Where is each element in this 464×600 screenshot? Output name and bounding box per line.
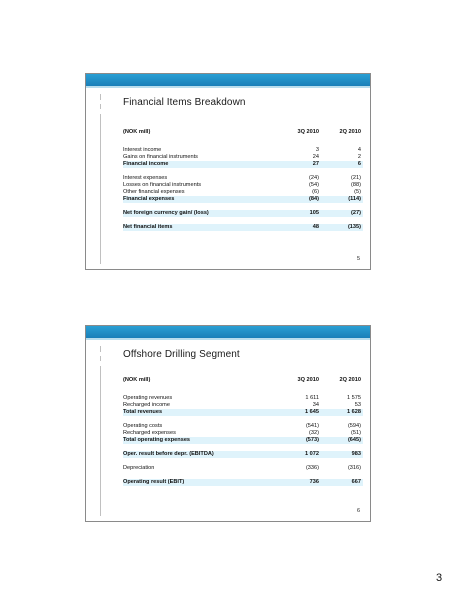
offshore-drilling-table <box>123 377 363 486</box>
table-header: (NOK mill) 3Q 2010 2Q 2010 <box>123 129 361 135</box>
table-row: Depreciation (336) (316) <box>123 465 361 471</box>
table-row-total: Oper. result before depr. (EBITDA) 1 072 983 <box>123 451 361 457</box>
decor-line <box>100 94 101 100</box>
table-row: Recharged income 34 53 <box>123 402 361 408</box>
slide-offshore-drilling <box>85 325 371 522</box>
table-row-total: Operating result (EBIT) 736 667 <box>123 479 361 485</box>
slide-header-bar <box>86 74 370 86</box>
decor-line <box>100 366 101 516</box>
slide-number: 6 <box>356 508 360 514</box>
decor-line <box>100 114 101 264</box>
slide-title: Financial Items Breakdown <box>123 97 246 108</box>
slide-financial-items <box>85 73 371 270</box>
table-row: Other financial expenses (6) (5) <box>123 189 361 195</box>
financial-items-table <box>123 129 363 231</box>
table-header: (NOK mill) 3Q 2010 2Q 2010 <box>123 377 361 383</box>
table-row: Interest expenses (24) (21) <box>123 175 361 181</box>
table-row-total: Financial expenses (84) (114) <box>123 196 361 202</box>
table-row-total: Total operating expenses (573) (645) <box>123 437 361 443</box>
page-number: 3 <box>436 572 443 584</box>
table-row: Gains on financial instruments 24 2 <box>123 154 361 160</box>
slide-header-bar <box>86 326 370 338</box>
slide-title: Offshore Drilling Segment <box>123 349 240 360</box>
decor-line <box>100 346 101 352</box>
table-row: Interest income 3 4 <box>123 147 361 153</box>
table-row-total: Net financial items 48 (135) <box>123 224 361 230</box>
table-row-total: Total revenues 1 645 1 628 <box>123 409 361 415</box>
table-row: Operating revenues 1 611 1 575 <box>123 395 361 401</box>
decor-line <box>100 356 101 361</box>
table-row-total: Net foreign currency gain/ (loss) 105 (27) <box>123 210 361 216</box>
slide-number: 5 <box>356 256 360 262</box>
table-row-total: Financial income 27 6 <box>123 161 361 167</box>
table-row: Losses on financial instruments (54) (88) <box>123 182 361 188</box>
decor-line <box>100 104 101 109</box>
table-row: Operating costs (541) (594) <box>123 423 361 429</box>
table-row: Recharged expenses (32) (51) <box>123 430 361 436</box>
